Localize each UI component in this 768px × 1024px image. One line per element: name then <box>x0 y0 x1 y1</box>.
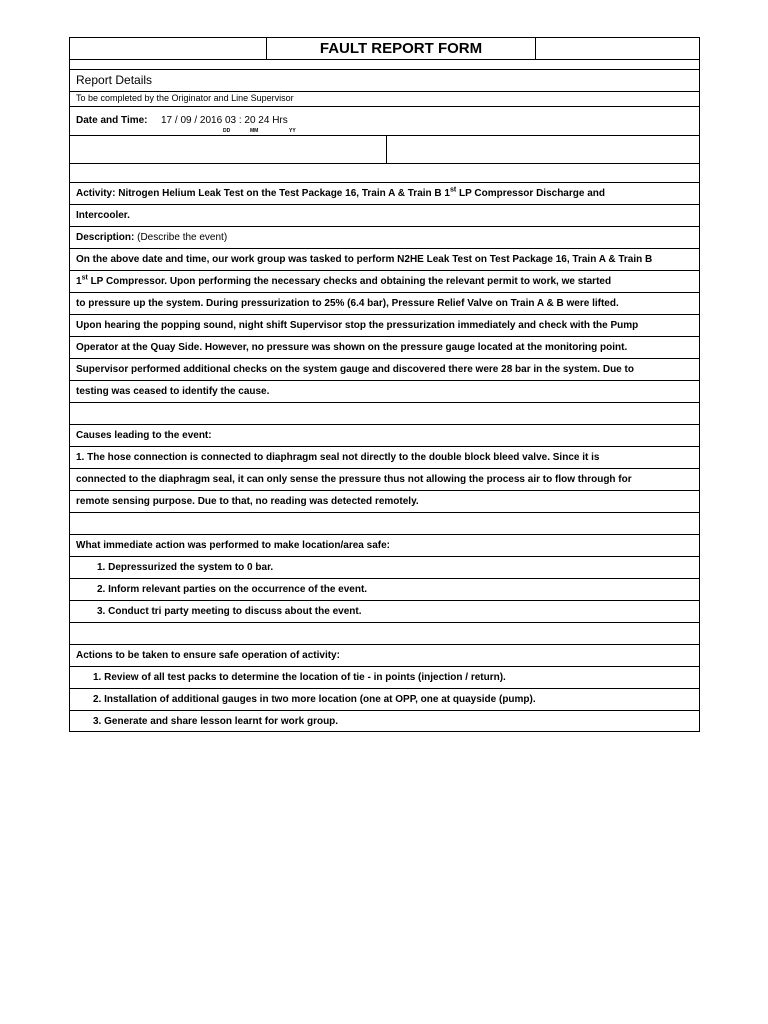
immediate-heading: What immediate action was performed to make location/area safe: <box>76 540 390 551</box>
form-title: FAULT REPORT FORM <box>319 40 483 57</box>
immediate-row-3 <box>69 600 700 622</box>
actions-item-1: 1. Review of all test packs to determine the location of tie - in points (injection / return). <box>93 672 506 683</box>
immediate-item-2: 2. Inform relevant parties on the occurrence of the event. <box>97 584 368 595</box>
spacer-row <box>69 59 700 69</box>
activity-line-1: Activity: Nitrogen Helium Leak Test on the Test Package 16, Train A & Train B 1st LP Compressor Discharge and <box>76 186 605 199</box>
description-label-row <box>69 226 700 248</box>
description-line-6: Supervisor performed additional checks on the system gauge and discovered there were 28 bar in the system. Due to <box>76 364 634 375</box>
actions-heading-row <box>69 644 700 666</box>
cell-divider <box>386 136 387 163</box>
yy-label: YY <box>289 128 296 134</box>
immediate-row-1 <box>69 556 700 578</box>
actions-item-2: 2. Installation of additional gauges in two more location (one at OPP, one at quayside (pump). <box>93 694 536 705</box>
mm-label: MM <box>250 128 259 134</box>
description-line-5: Operator at the Quay Side. However, no pressure was shown on the pressure gauge located at the monitoring point. <box>76 342 628 353</box>
fault-report-form <box>69 37 700 732</box>
description-label: Description: (Describe the event) <box>76 232 228 243</box>
dd-label: DD <box>223 128 231 134</box>
report-details-row <box>69 69 700 91</box>
datetime-row <box>69 106 700 135</box>
blank-split-row <box>69 135 700 163</box>
blank-row <box>69 622 700 644</box>
activity-line-2: Intercooler. <box>76 210 130 221</box>
blank-row <box>69 402 700 424</box>
instruction-text: To be completed by the Originator and Line Supervisor <box>76 93 294 103</box>
causes-heading: Causes leading to the event: <box>76 430 212 441</box>
causes-row-3 <box>69 490 700 512</box>
datetime-label: Date and Time: <box>76 115 148 126</box>
causes-heading-row <box>69 424 700 446</box>
description-row-6 <box>69 358 700 380</box>
description-line-2: 1st LP Compressor. Upon performing the necessary checks and obtaining the relevant permit to work, we started <box>76 274 612 287</box>
instruction-row <box>69 91 700 106</box>
immediate-row-2 <box>69 578 700 600</box>
causes-row-2 <box>69 468 700 490</box>
actions-row-2 <box>69 688 700 710</box>
datetime-value: 17 / 09 / 2016 03 : 20 24 Hrs <box>161 115 288 126</box>
causes-line-2: connected to the diaphragm seal, it can only sense the pressure thus not allowing the process air to flow through for <box>76 474 632 485</box>
description-line-4: Upon hearing the popping sound, night shift Supervisor stop the pressurization immediately and check with the Pump <box>76 320 639 331</box>
immediate-heading-row <box>69 534 700 556</box>
description-line-7: testing was ceased to identify the cause. <box>76 386 270 397</box>
actions-heading: Actions to be taken to ensure safe operation of activity: <box>76 650 340 661</box>
actions-row-3 <box>69 710 700 732</box>
activity-row-2 <box>69 204 700 226</box>
description-row-7 <box>69 380 700 402</box>
title-blank-left <box>70 38 267 59</box>
causes-line-3: remote sensing purpose. Due to that, no reading was detected remotely. <box>76 496 419 507</box>
description-row-2 <box>69 270 700 292</box>
title-blank-right <box>535 38 700 59</box>
activity-row-1 <box>69 182 700 204</box>
report-details-heading: Report Details <box>76 73 153 87</box>
blank-row <box>69 163 700 182</box>
description-row-4 <box>69 314 700 336</box>
description-line-1: On the above date and time, our work group was tasked to perform N2HE Leak Test on Test Package 16, Train A & Train B <box>76 254 653 265</box>
immediate-item-1: 1. Depressurized the system to 0 bar. <box>97 562 274 573</box>
causes-row-1 <box>69 446 700 468</box>
description-line-3: to pressure up the system. During pressurization to 25% (6.4 bar), Pressure Relief Valve on Train A & B were lifted. <box>76 298 619 309</box>
description-row-5 <box>69 336 700 358</box>
causes-line-1: 1. The hose connection is connected to diaphragm seal not directly to the double block bleed valve. Since it is <box>76 452 600 463</box>
actions-row-1 <box>69 666 700 688</box>
blank-row <box>69 512 700 534</box>
immediate-item-3: 3. Conduct tri party meeting to discuss about the event. <box>97 606 362 617</box>
description-row-3 <box>69 292 700 314</box>
title-row <box>69 37 700 59</box>
actions-item-3: 3. Generate and share lesson learnt for work group. <box>93 716 339 727</box>
description-row-1 <box>69 248 700 270</box>
